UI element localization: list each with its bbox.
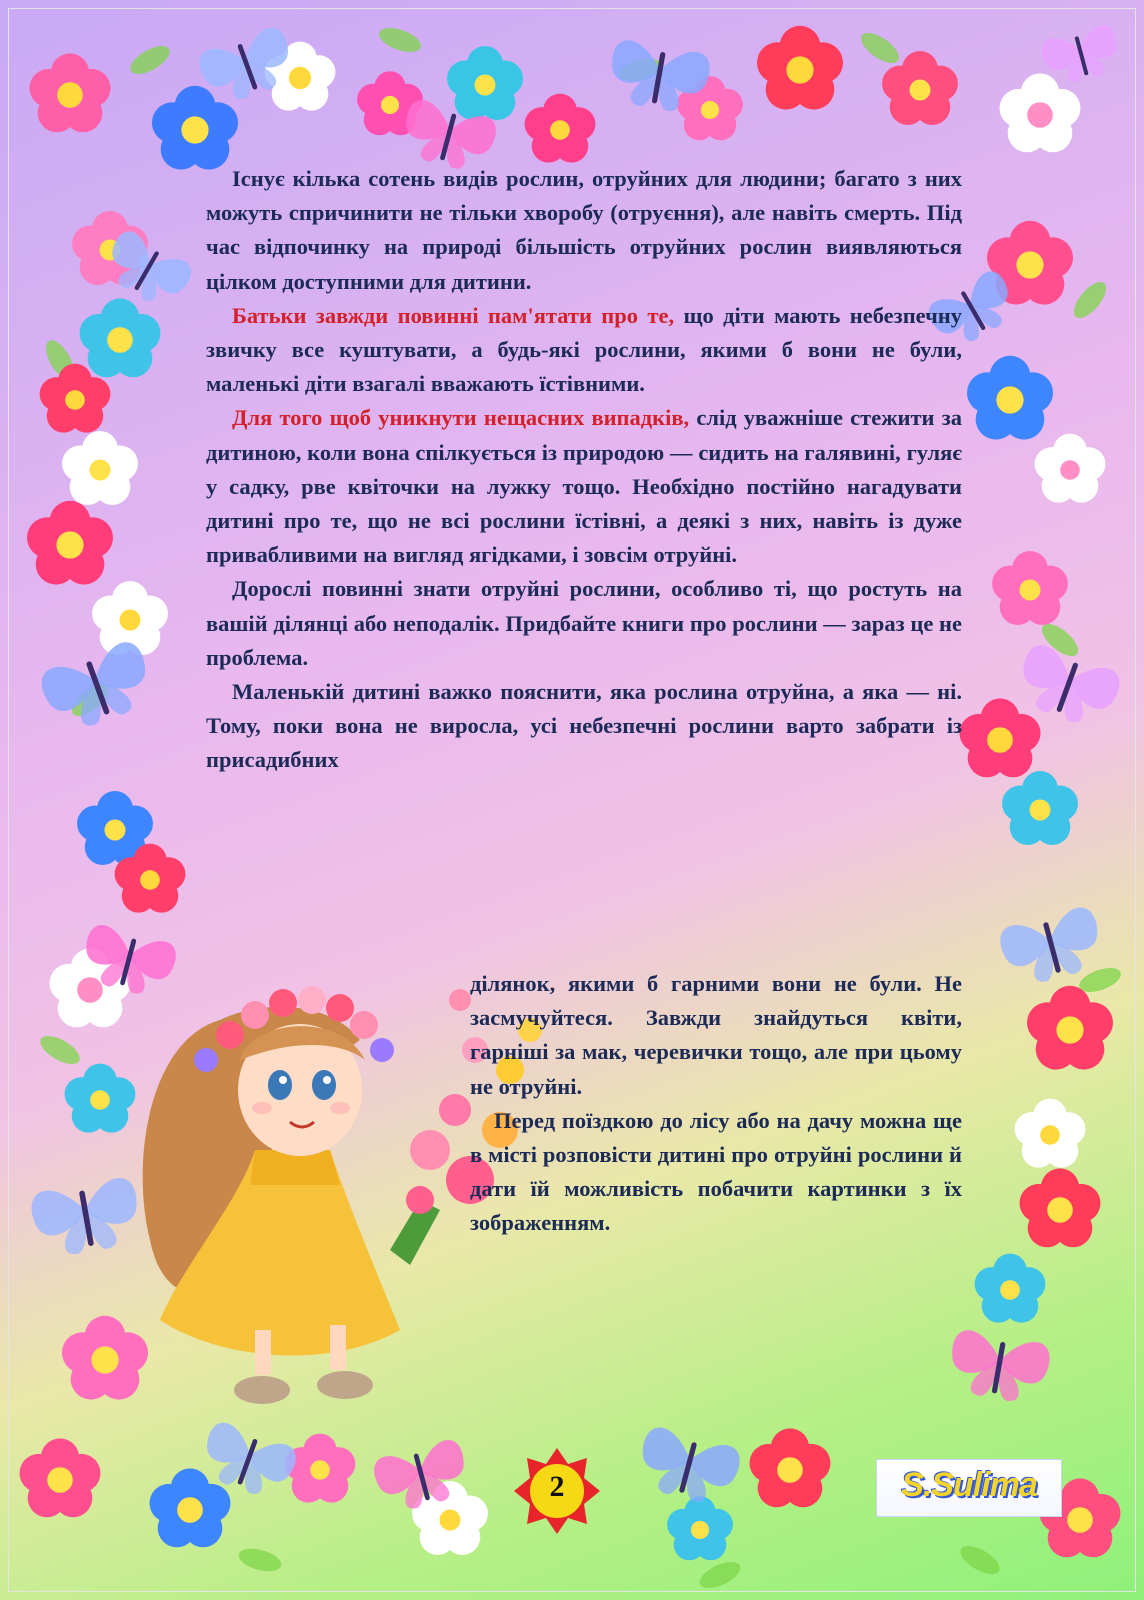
paragraph-2-text: що діти мають небезпечну звичку все куштувати, а будь-які рослини, якими б вони не були, маленькі діти взагалі вважають їстівними. [206, 302, 962, 397]
paragraph-5-text: Маленькій дитині важко пояснити, яка рослина отруйна, а яка — ні. Тому, поки вона не виросла, усі небезпечні рослини варто забрати із присадибних [206, 679, 962, 773]
article-text-continued [470, 967, 962, 1241]
paragraph-4-text: Дорослі повинні знати отруйні рослини, особливо ті, що ростуть на вашій ділянці або неподалік. Придбайте книги про рослини — зараз це не проблема. [206, 576, 962, 670]
author-logo-text: S.Sulima [901, 1466, 1037, 1504]
paragraph-2 [206, 299, 962, 402]
paragraph-3 [206, 401, 962, 572]
paragraph-2-highlight: Батьки завжди повинні пам'ятати про те, [232, 302, 675, 328]
paragraph-1 [206, 162, 962, 299]
paragraph-1-text: Існує кілька сотень видів рослин, отруйних для людини; багато з них можуть спричинити не тільки хворобу (отруєння), але навіть смерть. Під час відпочинку на природі більшість отруйних рослин виявляються цілком доступними для дитини. [206, 166, 962, 294]
paragraph-6: Перед поїздкою до лісу або на дачу можна ще в місті розповісти дитині про отруйні рослини й дати їй можливість побачити картинки з їх зображенням. [470, 1107, 962, 1236]
paragraph-3-text: слід уважніше стежити за дитиною, коли вона спілкується із природою — сидить на галявині, гуляє у садку, рве квіточки на лужку тощо. Необхідно постійно нагадувати дитині про те, що не всі рослини їстівні, а деякі з них, навіть із дуже привабливими на вигляд ягідками, і зовсім отруйні. [206, 405, 962, 568]
paragraph-5-continued: ділянок, якими б гарними вони не були. Не засмучуйтеся. Завжди знайдуться квіти, гарніші за мак, черевички тощо, але при цьому не отруйні. [470, 971, 962, 1099]
paragraph-5 [206, 675, 962, 778]
article-text [206, 162, 962, 778]
paragraph-4 [206, 572, 962, 675]
page-number: 2 [549, 1470, 565, 1503]
author-logo [876, 1459, 1062, 1517]
paragraph-3-highlight: Для того щоб уникнути нещасних випадків, [232, 405, 690, 431]
